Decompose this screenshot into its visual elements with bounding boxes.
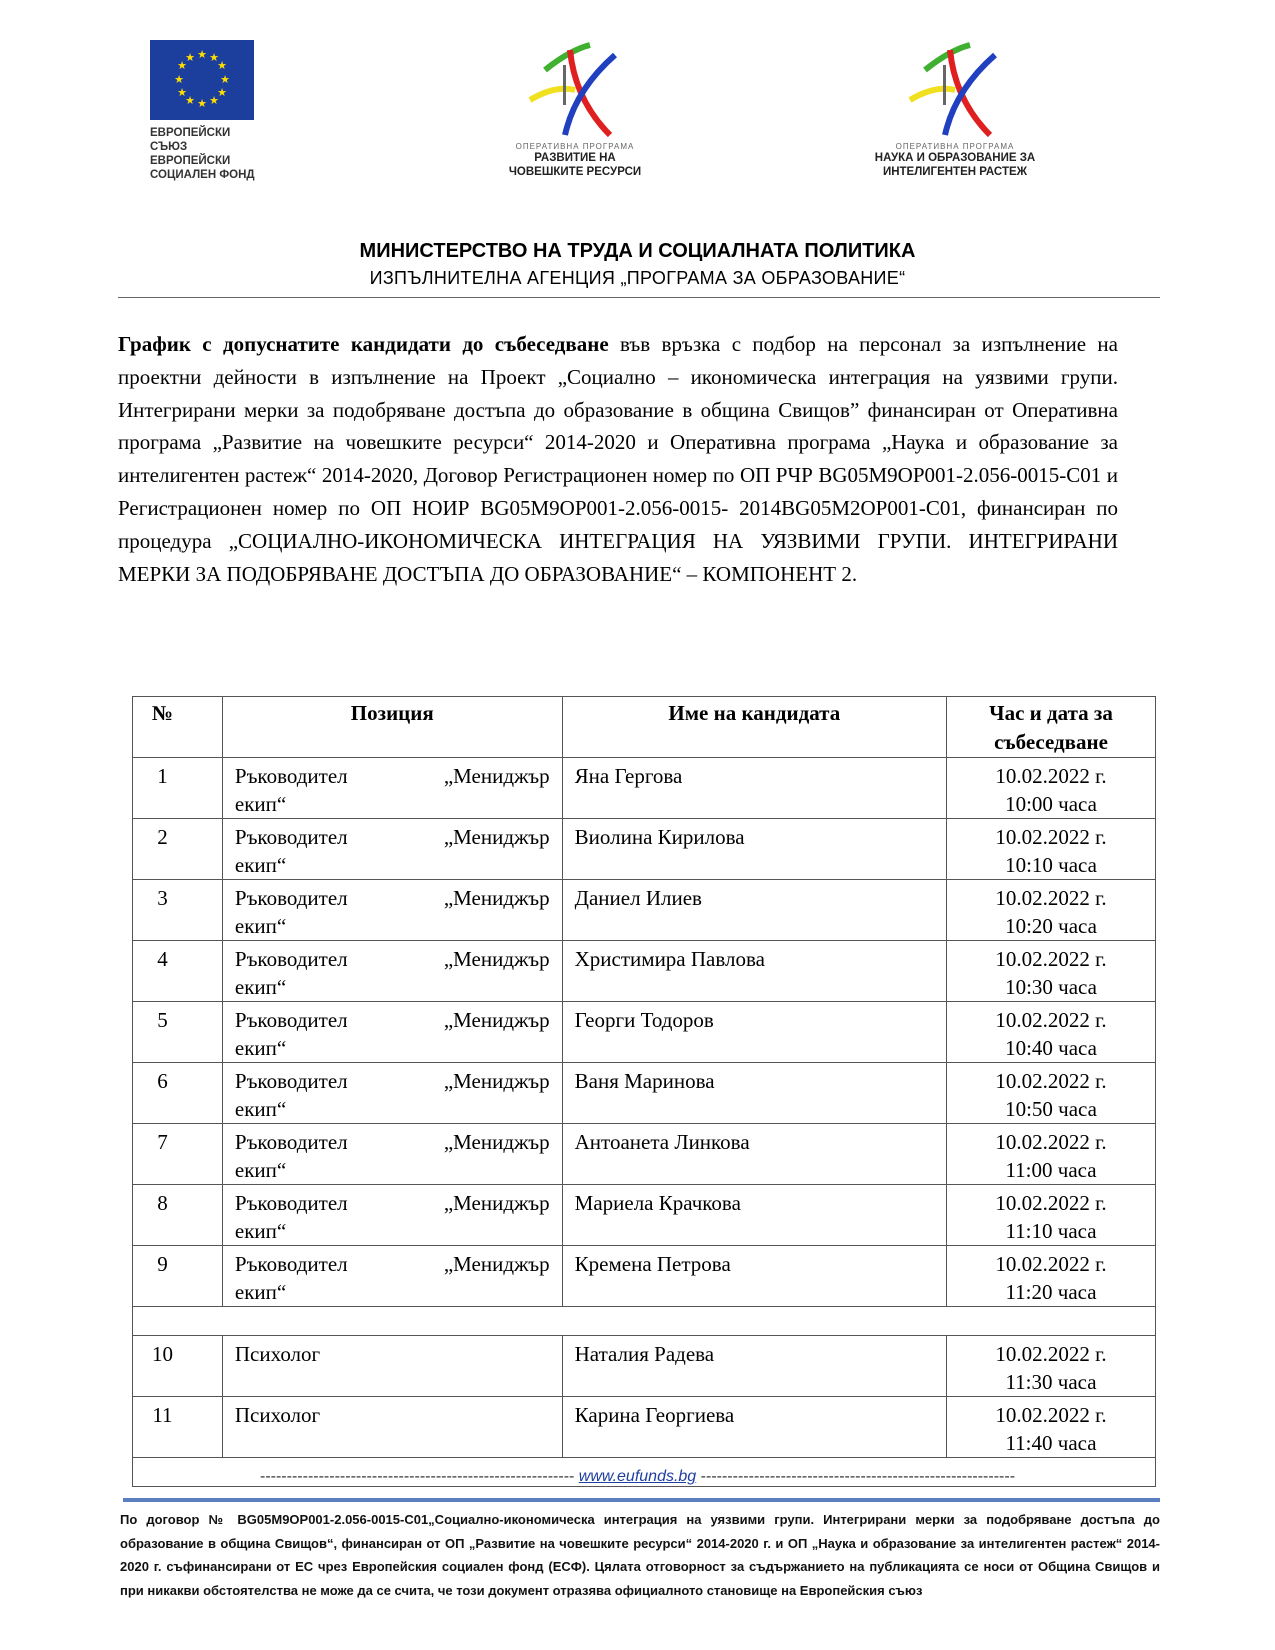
cell-time	[947, 1063, 1156, 1124]
eu-logo-caption: ЕВРОПЕЙСКИ СЪЮЗ ЕВРОПЕЙСКИ СОЦИАЛЕН ФОНД	[150, 127, 255, 181]
cell-no: 7	[133, 1124, 223, 1185]
position-role-cont: екип“	[234, 792, 287, 816]
footer-divider	[123, 1498, 1160, 1502]
footer-disclaimer: По договор № BG05M9OP001-2.056-0015-С01„Социално-икономическа интеграция на уязвими групи. Интегрирани мерки за подобряване достъпа до образование в община Свищов“, финансиран от ОП „Развитие на човешките ресурси“ 2014-2020 г. и ОП „Наука и образование за интелигентен растеж“ 2014-2020 г. съфинансирани от ЕС чрез Европейския социален фонд (ЕСФ). Цялата отговорност за съдържанието на публикацията се носи от Община Свищов и при никакви обстоятелства не може да се счита, че този документ отразява официалното становище на Европейския съюз	[120, 1512, 1160, 1598]
eufunds-link[interactable]: www.eufunds.bg	[578, 1468, 697, 1485]
svg-text:★: ★	[174, 73, 184, 86]
interview-hour: 11:20 часа	[1005, 1280, 1097, 1304]
cell-position	[222, 1124, 562, 1185]
op-hrd-logo: ОПЕРАТИВНА ПРОГРАМА РАЗВИТИЕ НА ЧОВЕШКИТЕ РЕСУРСИ	[490, 40, 660, 179]
cell-time	[947, 1397, 1156, 1458]
position-role: „Мениджър	[443, 1130, 550, 1154]
position-role: „Мениджър	[443, 947, 550, 971]
cell-position	[222, 941, 562, 1002]
cell-no: 11	[133, 1397, 223, 1458]
table-header-row	[133, 697, 1156, 758]
position-role-cont: екип“	[234, 1097, 287, 1121]
interview-hour: 11:10 часа	[1005, 1219, 1097, 1243]
interview-schedule-table	[132, 696, 1156, 1487]
svg-text:★: ★	[209, 94, 219, 107]
cell-position	[222, 1185, 562, 1246]
ministry-title: МИНИСТЕРСТВО НА ТРУДА И СОЦИАЛНАТА ПОЛИТИКА	[359, 240, 916, 262]
position-title: Ръководител	[234, 1191, 348, 1215]
interview-date: 10.02.2022 г.	[995, 947, 1107, 971]
cell-time	[947, 1185, 1156, 1246]
interview-date: 10.02.2022 г.	[995, 1342, 1107, 1366]
position-title: Ръководител	[234, 947, 348, 971]
position-role-cont: екип“	[234, 914, 287, 938]
cell-time	[947, 819, 1156, 880]
cell-position	[222, 880, 562, 941]
header-name: Име на кандидата	[562, 697, 946, 758]
position-role: „Мениджър	[443, 1069, 550, 1093]
cell-name: Георги Тодоров	[562, 1002, 946, 1063]
svg-text:★: ★	[197, 97, 207, 110]
position-role-cont: екип“	[234, 1280, 287, 1304]
svg-text:★: ★	[185, 51, 195, 64]
position-title: Ръководител	[234, 1252, 348, 1276]
cell-name: Карина Георгиева	[562, 1397, 946, 1458]
op-emblem-icon	[895, 40, 1015, 140]
table-row	[133, 1397, 1156, 1458]
position-title: Ръководител	[234, 764, 348, 788]
cell-no: 8	[133, 1185, 223, 1246]
interview-hour: 10:40 часа	[1005, 1036, 1097, 1060]
table-row	[133, 758, 1156, 819]
cell-position	[222, 819, 562, 880]
interview-hour: 10:00 часа	[1005, 792, 1097, 816]
cell-name: Христимира Павлова	[562, 941, 946, 1002]
cell-time	[947, 1246, 1156, 1307]
cell-time	[947, 1002, 1156, 1063]
intro-text: във връзка с подбор на персонал за изпълнение на проектни дейности в изпълнение на Проект „Социално – икономическа интеграция на уязвими групи. Интегрирани мерки за подобряване достъпа до образование в община Свищов” финансиран от Оперативна програма „Развитие на човешките ресурси“ 2014-2020 и Оперативна програма „Наука и образование за интелигентен растеж“ 2014-2020, Договор Регистрационен номер по ОП РЧР BG05M9OP001-2.056-0015-С01 и Регистрационен номер по ОП НОИР BG05M9OP001-2.056-0015- 2014BG05M2OP001-С01, финансиран по процедура „СОЦИАЛНО-ИКОНОМИЧЕСКА ИНТЕГРАЦИЯ НА УЯЗВИМИ ГРУПИ. ИНТЕГРИРАНИ МЕРКИ ЗА ПОДОБРЯВАНЕ ДОСТЪПА ДО ОБРАЗОВАНИЕ“ – КОМПОНЕНТ 2.	[118, 332, 1118, 586]
position-role: „Мениджър	[443, 1252, 550, 1276]
cell-no: 4	[133, 941, 223, 1002]
position-title: Ръководител	[234, 1008, 348, 1032]
op-hrd-caption: РАЗВИТИЕ НА ЧОВЕШКИТЕ РЕСУРСИ	[508, 152, 642, 178]
cell-position	[222, 1246, 562, 1307]
cell-position	[222, 758, 562, 819]
position-role: „Мениджър	[443, 1191, 550, 1215]
interview-date: 10.02.2022 г.	[995, 764, 1107, 788]
cell-no: 2	[133, 819, 223, 880]
position-role-cont: екип“	[234, 1158, 287, 1182]
svg-text:★: ★	[217, 86, 227, 99]
position-title: Психолог	[234, 1342, 321, 1366]
table-spacer-row	[133, 1307, 1156, 1336]
cell-position	[222, 1063, 562, 1124]
eu-esf-logo	[150, 40, 260, 182]
footer-link-line: ----------------------------------------------------------- www.eufunds.bg -----------------------------------------------------------	[259, 1468, 1016, 1485]
cell-no: 1	[133, 758, 223, 819]
interview-date: 10.02.2022 г.	[995, 886, 1107, 910]
position-role: „Мениджър	[443, 764, 550, 788]
position-role-cont: екип“	[234, 853, 287, 877]
interview-date: 10.02.2022 г.	[995, 1252, 1107, 1276]
cell-time	[947, 1124, 1156, 1185]
table-row	[133, 1336, 1156, 1397]
table-row	[133, 1124, 1156, 1185]
cell-name: Даниел Илиев	[562, 880, 946, 941]
svg-text:★: ★	[177, 86, 187, 99]
cell-time	[947, 758, 1156, 819]
interview-hour: 11:30 часа	[1005, 1370, 1097, 1394]
cell-no: 3	[133, 880, 223, 941]
cell-position	[222, 1397, 562, 1458]
header-position: Позиция	[222, 697, 562, 758]
op-emblem-icon	[515, 40, 635, 140]
cell-name: Виолина Кирилова	[562, 819, 946, 880]
interview-date: 10.02.2022 г.	[995, 1008, 1107, 1032]
cell-position	[222, 1336, 562, 1397]
header-time: Час и дата за събеседване	[947, 697, 1156, 758]
cell-position	[222, 1002, 562, 1063]
cell-no: 9	[133, 1246, 223, 1307]
cell-time	[947, 941, 1156, 1002]
table-row	[133, 880, 1156, 941]
table-row	[133, 941, 1156, 1002]
interview-date: 10.02.2022 г.	[995, 825, 1107, 849]
position-role-cont: екип“	[234, 975, 287, 999]
position-title: Ръководител	[234, 1069, 348, 1093]
interview-date: 10.02.2022 г.	[995, 1069, 1107, 1093]
interview-hour: 10:10 часа	[1005, 853, 1097, 877]
position-role-cont: екип“	[234, 1036, 287, 1060]
interview-hour: 11:40 часа	[1005, 1431, 1097, 1455]
svg-text:★: ★	[217, 59, 227, 72]
intro-bold: График с допуснатите кандидати до събеседване	[118, 332, 609, 356]
svg-text:★: ★	[209, 51, 219, 64]
svg-text:★: ★	[220, 73, 230, 86]
position-role: „Мениджър	[443, 825, 550, 849]
intro-paragraph	[118, 328, 1118, 590]
svg-text:★: ★	[185, 94, 195, 107]
svg-text:★: ★	[197, 48, 207, 61]
interview-date: 10.02.2022 г.	[995, 1130, 1107, 1154]
position-title: Ръководител	[234, 886, 348, 910]
cell-no: 6	[133, 1063, 223, 1124]
table-row	[133, 1063, 1156, 1124]
interview-date: 10.02.2022 г.	[995, 1191, 1107, 1215]
op-sesg-logo: ОПЕРАТИВНА ПРОГРАМА НАУКА И ОБРАЗОВАНИЕ ЗА ИНТЕЛИГЕНТЕН РАСТЕЖ	[870, 40, 1040, 179]
interview-hour: 10:20 часа	[1005, 914, 1097, 938]
header-divider	[118, 297, 1160, 298]
position-title: Ръководител	[234, 1130, 348, 1154]
cell-name: Мариела Крачкова	[562, 1185, 946, 1246]
svg-text:★: ★	[177, 59, 187, 72]
interview-hour: 11:00 часа	[1005, 1158, 1097, 1182]
position-role: „Мениджър	[443, 1008, 550, 1032]
cell-time	[947, 880, 1156, 941]
op-sesg-caption: НАУКА И ОБРАЗОВАНИЕ ЗА ИНТЕЛИГЕНТЕН РАСТЕЖ	[874, 152, 1036, 178]
cell-name: Антоанета Линкова	[562, 1124, 946, 1185]
interview-date: 10.02.2022 г.	[995, 1403, 1107, 1427]
table-row	[133, 1246, 1156, 1307]
cell-name: Кремена Петрова	[562, 1246, 946, 1307]
position-title: Психолог	[234, 1403, 321, 1427]
position-role: „Мениджър	[443, 886, 550, 910]
table-row	[133, 819, 1156, 880]
cell-time	[947, 1336, 1156, 1397]
position-title: Ръководител	[234, 825, 348, 849]
interview-hour: 10:50 часа	[1005, 1097, 1097, 1121]
cell-no: 5	[133, 1002, 223, 1063]
cell-name: Наталия Радева	[562, 1336, 946, 1397]
cell-no: 10	[133, 1336, 223, 1397]
position-role-cont: екип“	[234, 1219, 287, 1243]
header-no: №	[133, 697, 223, 758]
cell-name: Ваня Маринова	[562, 1063, 946, 1124]
eu-flag-icon	[150, 40, 254, 120]
table-row	[133, 1185, 1156, 1246]
table-row	[133, 1002, 1156, 1063]
interview-hour: 10:30 часа	[1005, 975, 1097, 999]
cell-name: Яна Гергова	[562, 758, 946, 819]
agency-title: ИЗПЪЛНИТЕЛНА АГЕНЦИЯ „ПРОГРАМА ЗА ОБРАЗОВАНИЕ“	[369, 268, 906, 288]
